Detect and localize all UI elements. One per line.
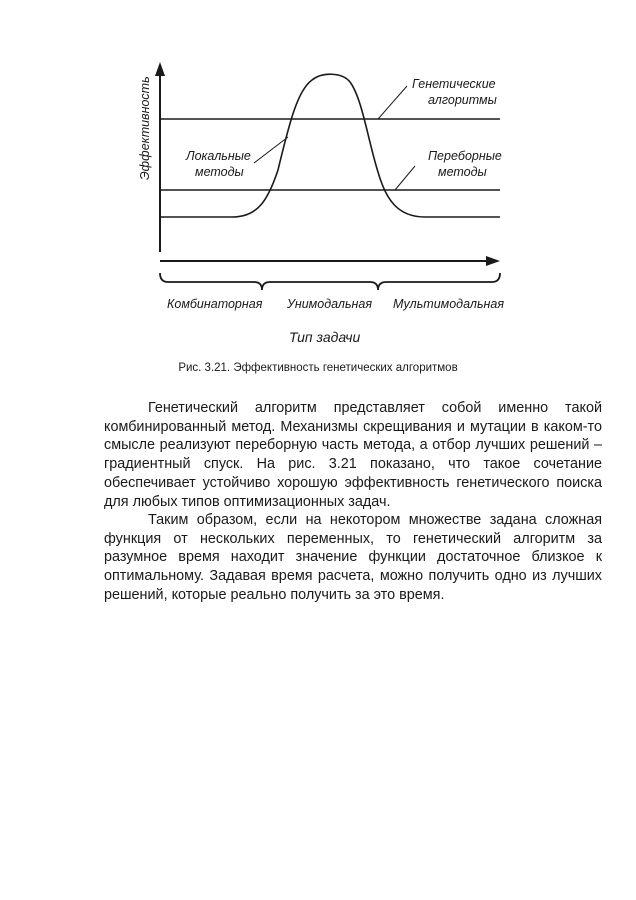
x-axis-title: Тип задачи [289, 329, 361, 345]
y-axis-arrow [155, 62, 165, 76]
category-brace [160, 273, 500, 290]
y-axis-label: Эффективность [138, 76, 152, 180]
enumerative-label-line2: методы [438, 165, 487, 179]
body-paragraph-2: Таким образом, если на некотором множестве задана сложная функция от нескольких переменных, то генетический алгоритм за разумное время находит значение функции достаточное близкое к оптимальному. Задавая время расчета, можно получить одно из лучших решений, которые реально получить за это время. [104, 512, 602, 603]
figure-caption: Рис. 3.21. Эффективность генетических алгоритмов [178, 362, 458, 374]
enumerative-label-line1: Переборные [428, 149, 502, 163]
x-axis-arrow [486, 256, 500, 266]
local-label-line1: Локальные [186, 149, 251, 163]
category-label-combinatorial: Комбинаторная [167, 297, 263, 311]
efficiency-figure [0, 0, 636, 390]
genetic-leader [378, 86, 407, 119]
local-label-line2: методы [195, 165, 244, 179]
genetic-label-line2: алгоритмы [428, 93, 497, 107]
category-label-unimodal: Унимодальная [287, 297, 373, 311]
body-paragraph-1: Генетический алгоритм представляет собой именно такой комбинированный метод. Механизмы скрещивания и мутации в каком-то смысле реализуют переборную часть метода, а отбор лучших решений – градиентный спуск. На рис. 3.21 показано, что такое сочетание обеспечивает устойчиво хорошую эффективность генетического поиска для любых типов оптимизационных задач. [104, 400, 602, 510]
enumerative-leader [395, 166, 415, 190]
genetic-label-line1: Генетические [412, 77, 496, 91]
category-label-multimodal: Мультимодальная [393, 297, 505, 311]
